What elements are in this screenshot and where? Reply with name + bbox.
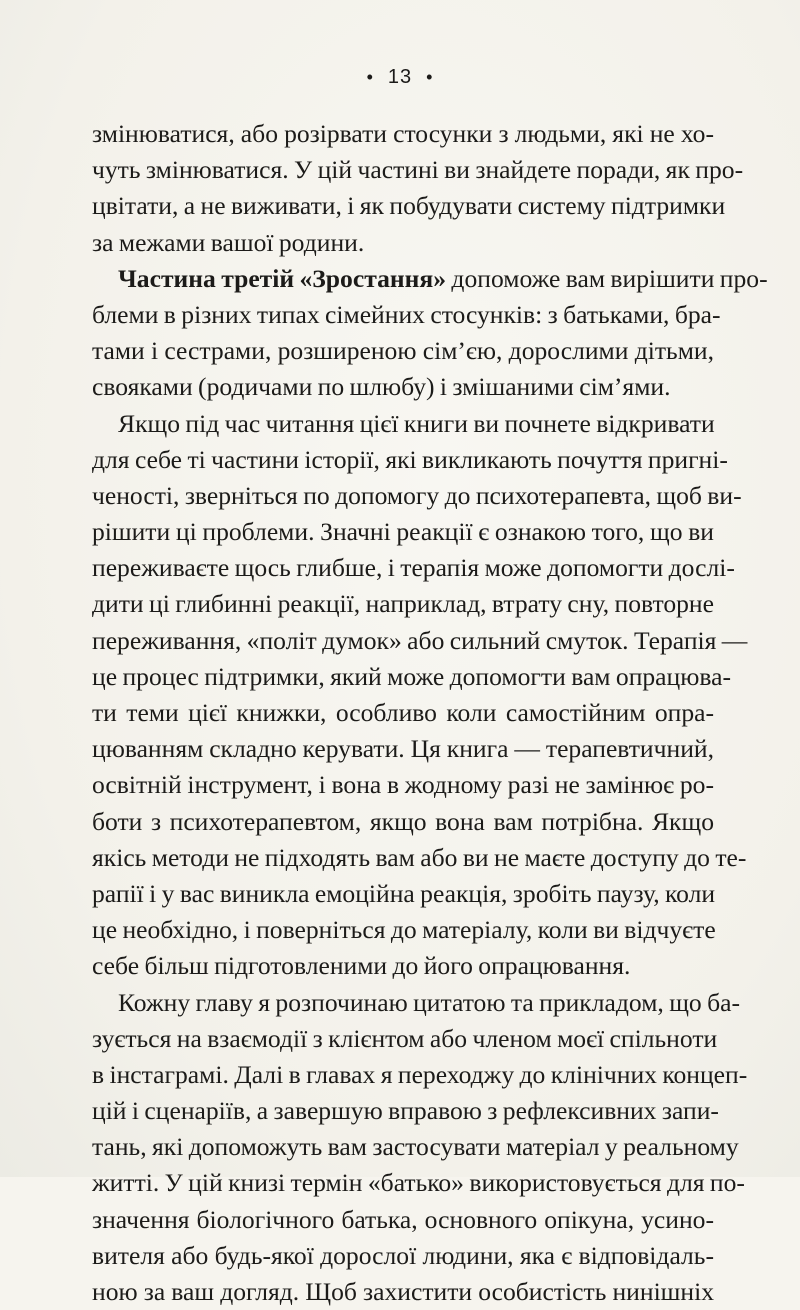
text-fragment: допоможе вам вирішити про- — [446, 264, 768, 293]
text-line: цюванням складно керувати. Ця книга — терапевтичний, — [92, 731, 714, 767]
text-line: переживаєте щось глибше, і терапія може допомогти дослі- — [92, 550, 714, 586]
text-line: боти з психотерапевтом, якщо вона вам потрібна. Якщо — [92, 804, 714, 840]
text-line: зується на взаємодії з клієнтом або членом моєї спільноти — [92, 1021, 714, 1057]
text-line: ченості, зверніться по допомогу до психотерапевта, щоб ви- — [92, 478, 714, 514]
text-line: себе більш підготовленими до його опрацювання. — [92, 948, 714, 984]
paragraph-1 — [92, 116, 714, 261]
text-line: тами і сестрами, розширеною сім’єю, дорослими дітьми, — [92, 333, 714, 369]
text-line: ною за ваш догляд. Щоб захистити особистість нинішніх — [92, 1274, 714, 1310]
text-line: якісь методи не підходять вам або ви не маєте доступу до те- — [92, 840, 714, 876]
text-line: значення біологічного батька, основного опікуна, усино- — [92, 1202, 714, 1238]
text-line: переживання, «політ думок» або сильний смуток. Терапія — — [92, 623, 714, 659]
text-line: освітній інструмент, і вона в жодному разі не замінює ро- — [92, 767, 714, 803]
text-line: за межами вашої родини. — [92, 225, 714, 261]
text-line: цій і сценаріїв, а завершую вправою з рефлексивних запи- — [92, 1093, 714, 1129]
page-number-dot-left: • — [367, 67, 374, 87]
text-line: вителя або будь-якої дорослої людини, яка є відповідаль- — [92, 1238, 714, 1274]
text-line: для себе ті частини історії, які викликають почуття пригні- — [92, 442, 714, 478]
text-line: ти теми цієї книжки, особливо коли самостійним опра- — [92, 695, 714, 731]
text-line: свояками (родичами по шлюбу) і змішаними сім’ями. — [92, 369, 714, 405]
text-line: це необхідно, і поверніться до матеріалу, коли ви відчуєте — [92, 912, 714, 948]
text-line: цвітати, а не виживати, і як побудувати систему підтримки — [92, 188, 714, 224]
text-line: тань, які допоможуть вам застосувати матеріал у реальному — [92, 1129, 714, 1165]
paragraph-4 — [92, 985, 714, 1310]
paragraph-3 — [92, 406, 714, 985]
part-three-title: Частина третій «Зростання» — [118, 264, 446, 293]
body-text — [92, 116, 714, 1310]
paragraph-2 — [92, 261, 714, 406]
text-line: Кожну главу я розпочинаю цитатою та прикладом, що ба- — [92, 985, 714, 1021]
text-line — [92, 261, 714, 297]
page-number-header — [0, 66, 800, 89]
text-line: житті. У цій книзі термін «батько» використовується для по- — [92, 1165, 714, 1201]
text-line: в інстаграмі. Далі в главах я переходжу до клінічних концеп- — [92, 1057, 714, 1093]
page-number: 13 — [388, 66, 412, 88]
text-line: рапії і у вас виникла емоційна реакція, зробіть паузу, коли — [92, 876, 714, 912]
text-line: змінюватися, або розірвати стосунки з людьми, які не хо- — [92, 116, 714, 152]
page-number-dot-right: • — [426, 67, 433, 87]
text-line: чуть змінюватися. У цій частині ви знайдете поради, як про- — [92, 152, 714, 188]
text-line: Якщо під час читання цієї книги ви почнете відкривати — [92, 406, 714, 442]
text-line: дити ці глибинні реакції, наприклад, втрату сну, повторне — [92, 586, 714, 622]
text-line: це процес підтримки, який може допомогти вам опрацюва- — [92, 659, 714, 695]
text-line: рішити ці проблеми. Значні реакції є ознакою того, що ви — [92, 514, 714, 550]
text-line: блеми в різних типах сімейних стосунків: з батьками, бра- — [92, 297, 714, 333]
